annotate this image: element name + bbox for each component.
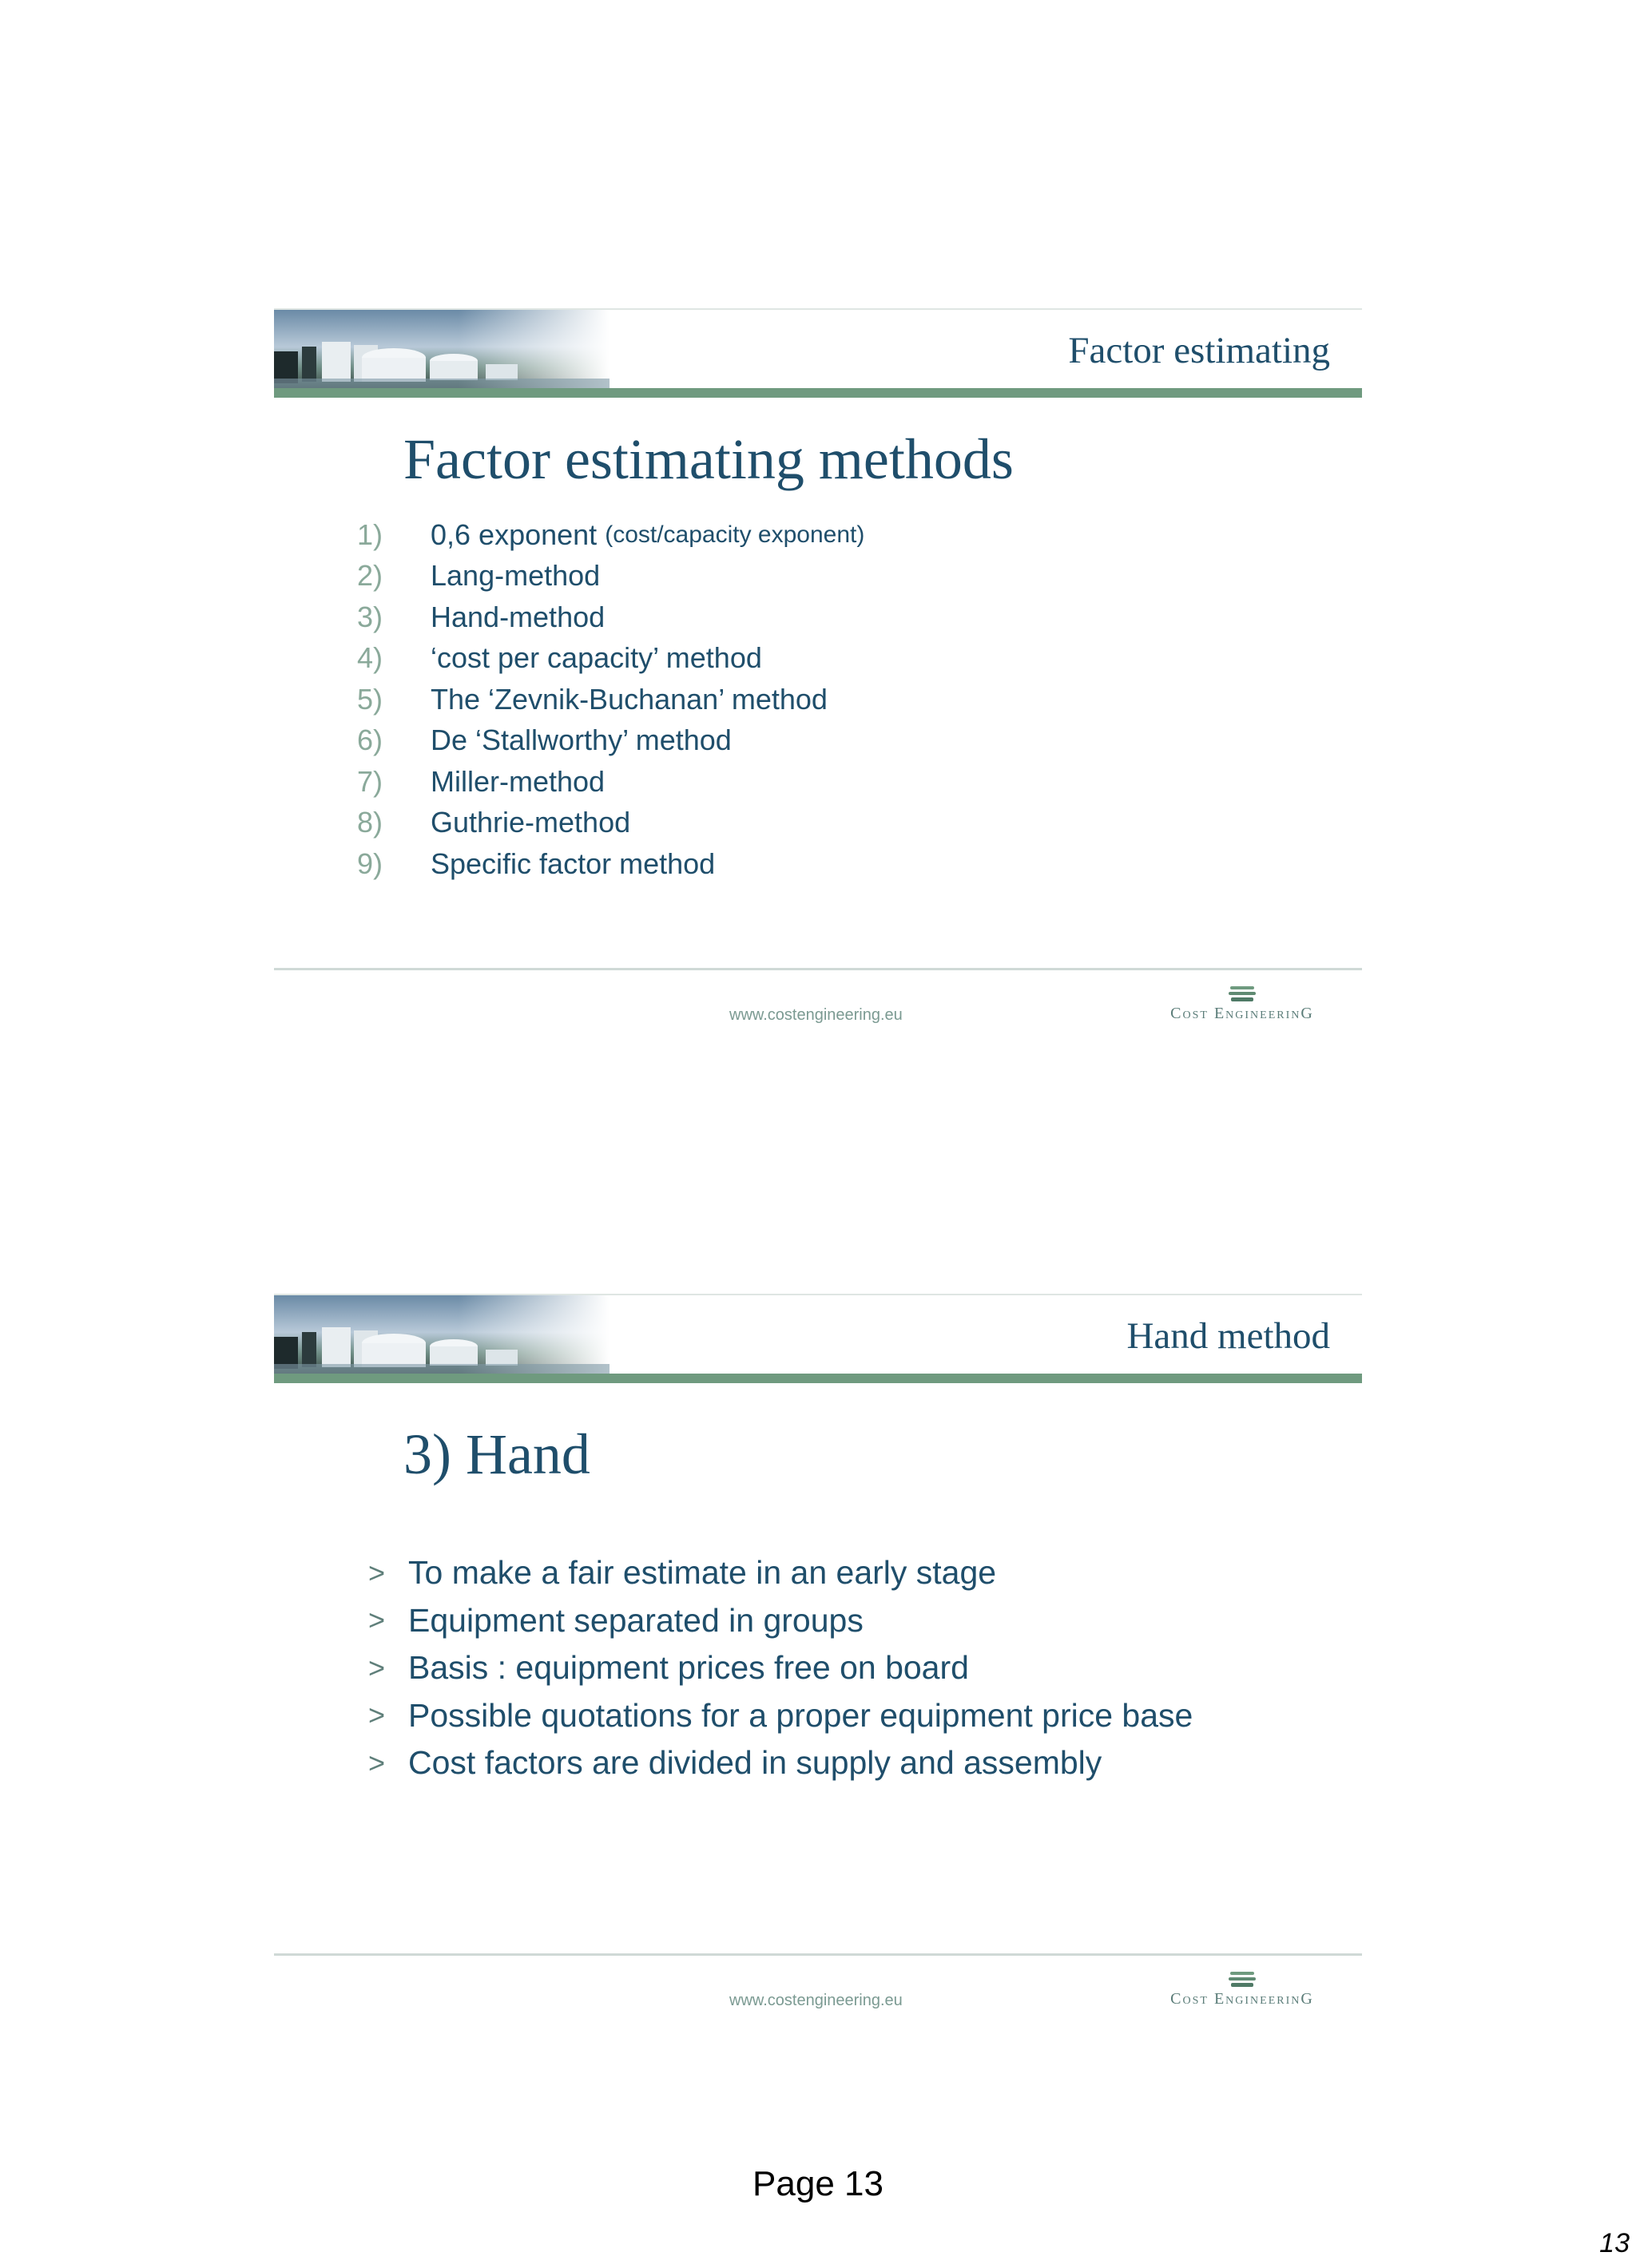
list-item bbox=[357, 803, 864, 844]
list-item bbox=[357, 679, 864, 720]
page-label: Page 13 bbox=[752, 2164, 884, 2203]
bullet-marker: > bbox=[368, 1556, 386, 1589]
list-item-text: Possible quotations for a proper equipment price base bbox=[408, 1696, 1193, 1734]
list-item-text: 0,6 exponent bbox=[431, 517, 598, 551]
footer-divider bbox=[274, 1953, 1362, 1956]
slide-header bbox=[274, 308, 1362, 399]
list-marker: 7) bbox=[357, 764, 383, 798]
bullet-marker: > bbox=[368, 1699, 386, 1732]
list-item-text: Basis : equipment prices free on board bbox=[408, 1649, 969, 1687]
header-accent-bar bbox=[274, 1374, 1362, 1383]
list-marker: 1) bbox=[357, 517, 383, 551]
slide-factor-estimating bbox=[274, 308, 1362, 1139]
bullet-marker: > bbox=[368, 1604, 386, 1637]
list-item-text: Guthrie-method bbox=[431, 806, 631, 839]
header-title: Factor estimating bbox=[1068, 330, 1330, 371]
list-item-text: Equipment separated in groups bbox=[408, 1601, 864, 1639]
list-item bbox=[357, 597, 864, 638]
bullet-list bbox=[368, 1549, 1193, 1787]
list-item-text: ‘cost per capacity’ method bbox=[431, 641, 762, 675]
list-item bbox=[368, 1692, 1193, 1740]
slide-title: 3) Hand bbox=[403, 1422, 590, 1486]
list-item bbox=[368, 1739, 1193, 1787]
header-title: Hand method bbox=[1126, 1315, 1330, 1357]
list-item bbox=[368, 1644, 1193, 1692]
slide-title: Factor estimating methods bbox=[403, 427, 1014, 491]
footer-url: www.costengineering.eu bbox=[729, 1992, 903, 2009]
bullet-marker: > bbox=[368, 1746, 386, 1779]
logo-text: Cost EngineerinG bbox=[1170, 1005, 1314, 1022]
list-item bbox=[357, 761, 864, 803]
logo-stack-icon bbox=[1229, 1971, 1256, 1988]
list-item-text: Specific factor method bbox=[431, 847, 716, 880]
list-item bbox=[357, 514, 864, 556]
list-item bbox=[368, 1549, 1193, 1597]
list-item-text: Miller-method bbox=[431, 764, 606, 798]
list-item-subtext: (cost/capacity exponent) bbox=[605, 521, 865, 548]
footer-url: www.costengineering.eu bbox=[729, 1006, 903, 1024]
page-number: 13 bbox=[1599, 2228, 1630, 2258]
list-item-text: Hand-method bbox=[431, 600, 606, 633]
list-item-text: Cost factors are divided in supply and assembly bbox=[408, 1744, 1102, 1782]
header-accent-bar bbox=[274, 388, 1362, 398]
list-item bbox=[357, 638, 864, 680]
list-marker: 9) bbox=[357, 847, 383, 880]
list-item-text: Lang-method bbox=[431, 559, 601, 593]
list-item-text: De ‘Stallworthy’ method bbox=[431, 724, 732, 757]
list-marker: 4) bbox=[357, 641, 383, 675]
bullet-marker: > bbox=[368, 1651, 386, 1684]
list-marker: 5) bbox=[357, 682, 383, 716]
cost-engineering-logo bbox=[1166, 1971, 1318, 2019]
list-item-text: The ‘Zevnik-Buchanan’ method bbox=[431, 682, 828, 716]
list-marker: 3) bbox=[357, 600, 383, 633]
list-marker: 2) bbox=[357, 559, 383, 593]
cost-engineering-logo bbox=[1166, 985, 1318, 1033]
header-photo-storage-tanks bbox=[274, 310, 610, 392]
methods-list bbox=[357, 514, 864, 885]
logo-text: Cost EngineerinG bbox=[1170, 1990, 1314, 2008]
list-item bbox=[357, 720, 864, 762]
header-photo-storage-tanks bbox=[274, 1295, 610, 1378]
slide-header bbox=[274, 1294, 1362, 1385]
list-marker: 6) bbox=[357, 724, 383, 757]
list-item-text: To make a fair estimate in an early stage bbox=[408, 1554, 997, 1592]
slide-hand-method bbox=[274, 1294, 1362, 2124]
list-item bbox=[357, 556, 864, 597]
footer-divider bbox=[274, 968, 1362, 970]
list-marker: 8) bbox=[357, 806, 383, 839]
logo-stack-icon bbox=[1229, 985, 1256, 1003]
list-item bbox=[368, 1597, 1193, 1645]
list-item bbox=[357, 843, 864, 885]
